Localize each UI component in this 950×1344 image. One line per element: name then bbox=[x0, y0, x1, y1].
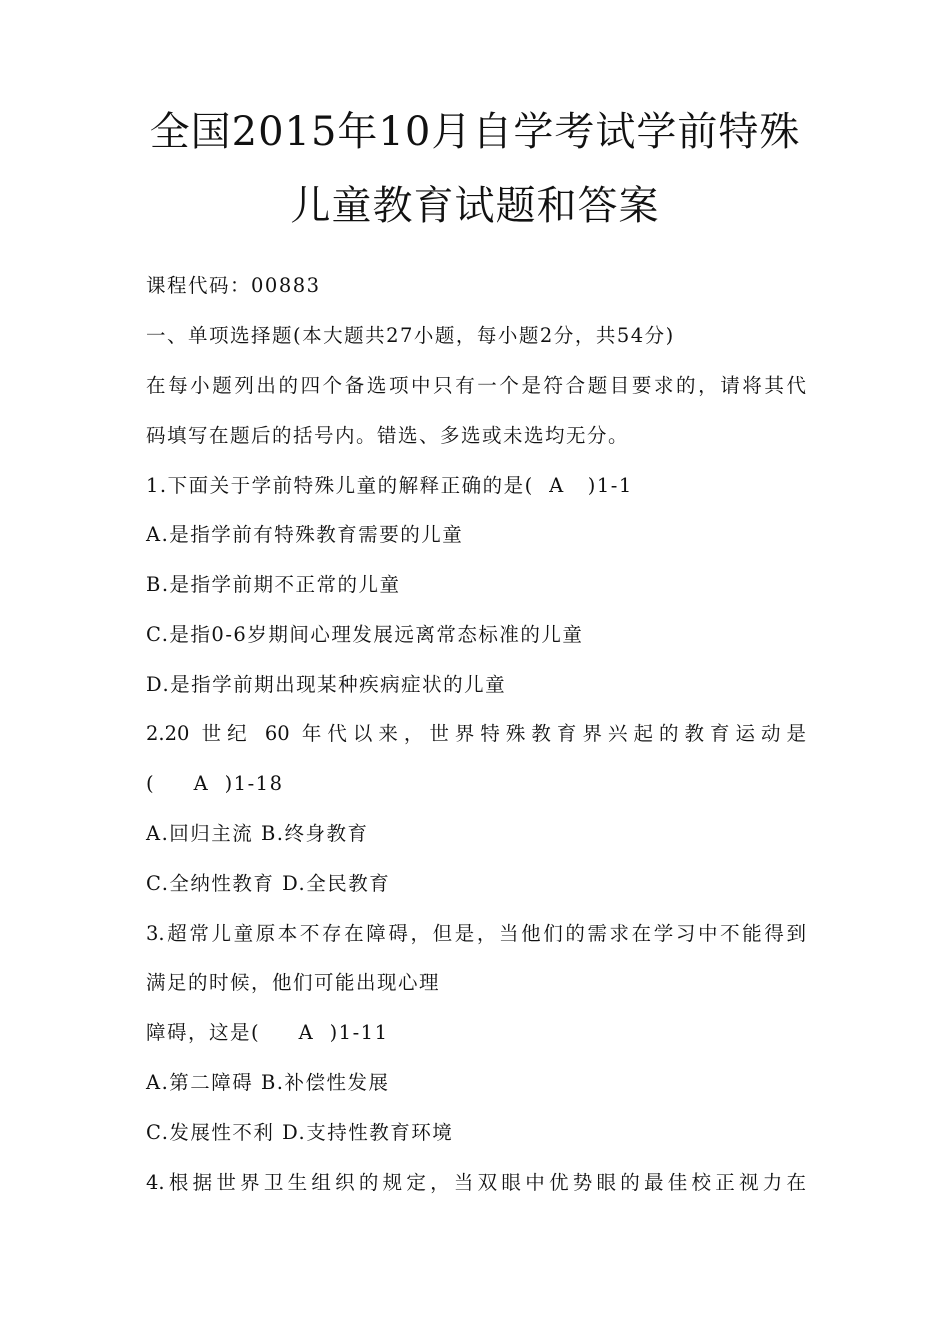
question-1-stem: 1.下面关于学前特殊儿童的解释正确的是( A )1-1 bbox=[146, 474, 633, 497]
question-4-stem-line-1: 4.根据世界卫生组织的规定，当双眼中优势眼的最佳校正视力在 bbox=[146, 1171, 806, 1194]
document-title-line-2: 儿童教育试题和答案 bbox=[290, 183, 660, 229]
question-1-option-b: B.是指学前期不正常的儿童 bbox=[146, 573, 401, 596]
question-3-stem-line-2: 满足的时候，他们可能出现心理 bbox=[146, 971, 441, 994]
section-heading: 一、单项选择题(本大题共27小题，每小题2分，共54分) bbox=[146, 324, 675, 347]
question-3-stem-line-3: 障碍，这是( A )1-11 bbox=[146, 1021, 389, 1044]
question-2-options-ab: A.回归主流 B.终身教育 bbox=[146, 822, 369, 845]
question-3-options-cd: C.发展性不利 D.支持性教育环境 bbox=[146, 1121, 454, 1144]
question-1-option-d: D.是指学前期出现某种疾病症状的儿童 bbox=[146, 673, 507, 696]
instructions-line-2: 码填写在题后的括号内。错选、多选或未选均无分。 bbox=[146, 424, 630, 447]
question-2-stem-line-2: ( A )1-18 bbox=[146, 772, 284, 795]
question-3-stem-line-1: 3.超常儿童原本不存在障碍，但是，当他们的需求在学习中不能得到 bbox=[146, 922, 806, 945]
question-3-options-ab: A.第二障碍 B.补偿性发展 bbox=[146, 1071, 390, 1094]
document-title-line-1: 全国2015年10月自学考试学前特殊 bbox=[149, 109, 801, 155]
course-code: 课程代码：00883 bbox=[146, 274, 321, 297]
instructions-line-1: 在每小题列出的四个备选项中只有一个是符合题目要求的，请将其代 bbox=[146, 374, 806, 397]
question-2-options-cd: C.全纳性教育 D.全民教育 bbox=[146, 872, 391, 895]
question-1-option-c: C.是指0-6岁期间心理发展远离常态标准的儿童 bbox=[146, 623, 584, 646]
question-2-stem-line-1: 2.20 世纪 60 年代以来，世界特殊教育界兴起的教育运动是 bbox=[146, 722, 806, 745]
question-1-option-a: A.是指学前有特殊教育需要的儿童 bbox=[146, 523, 464, 546]
